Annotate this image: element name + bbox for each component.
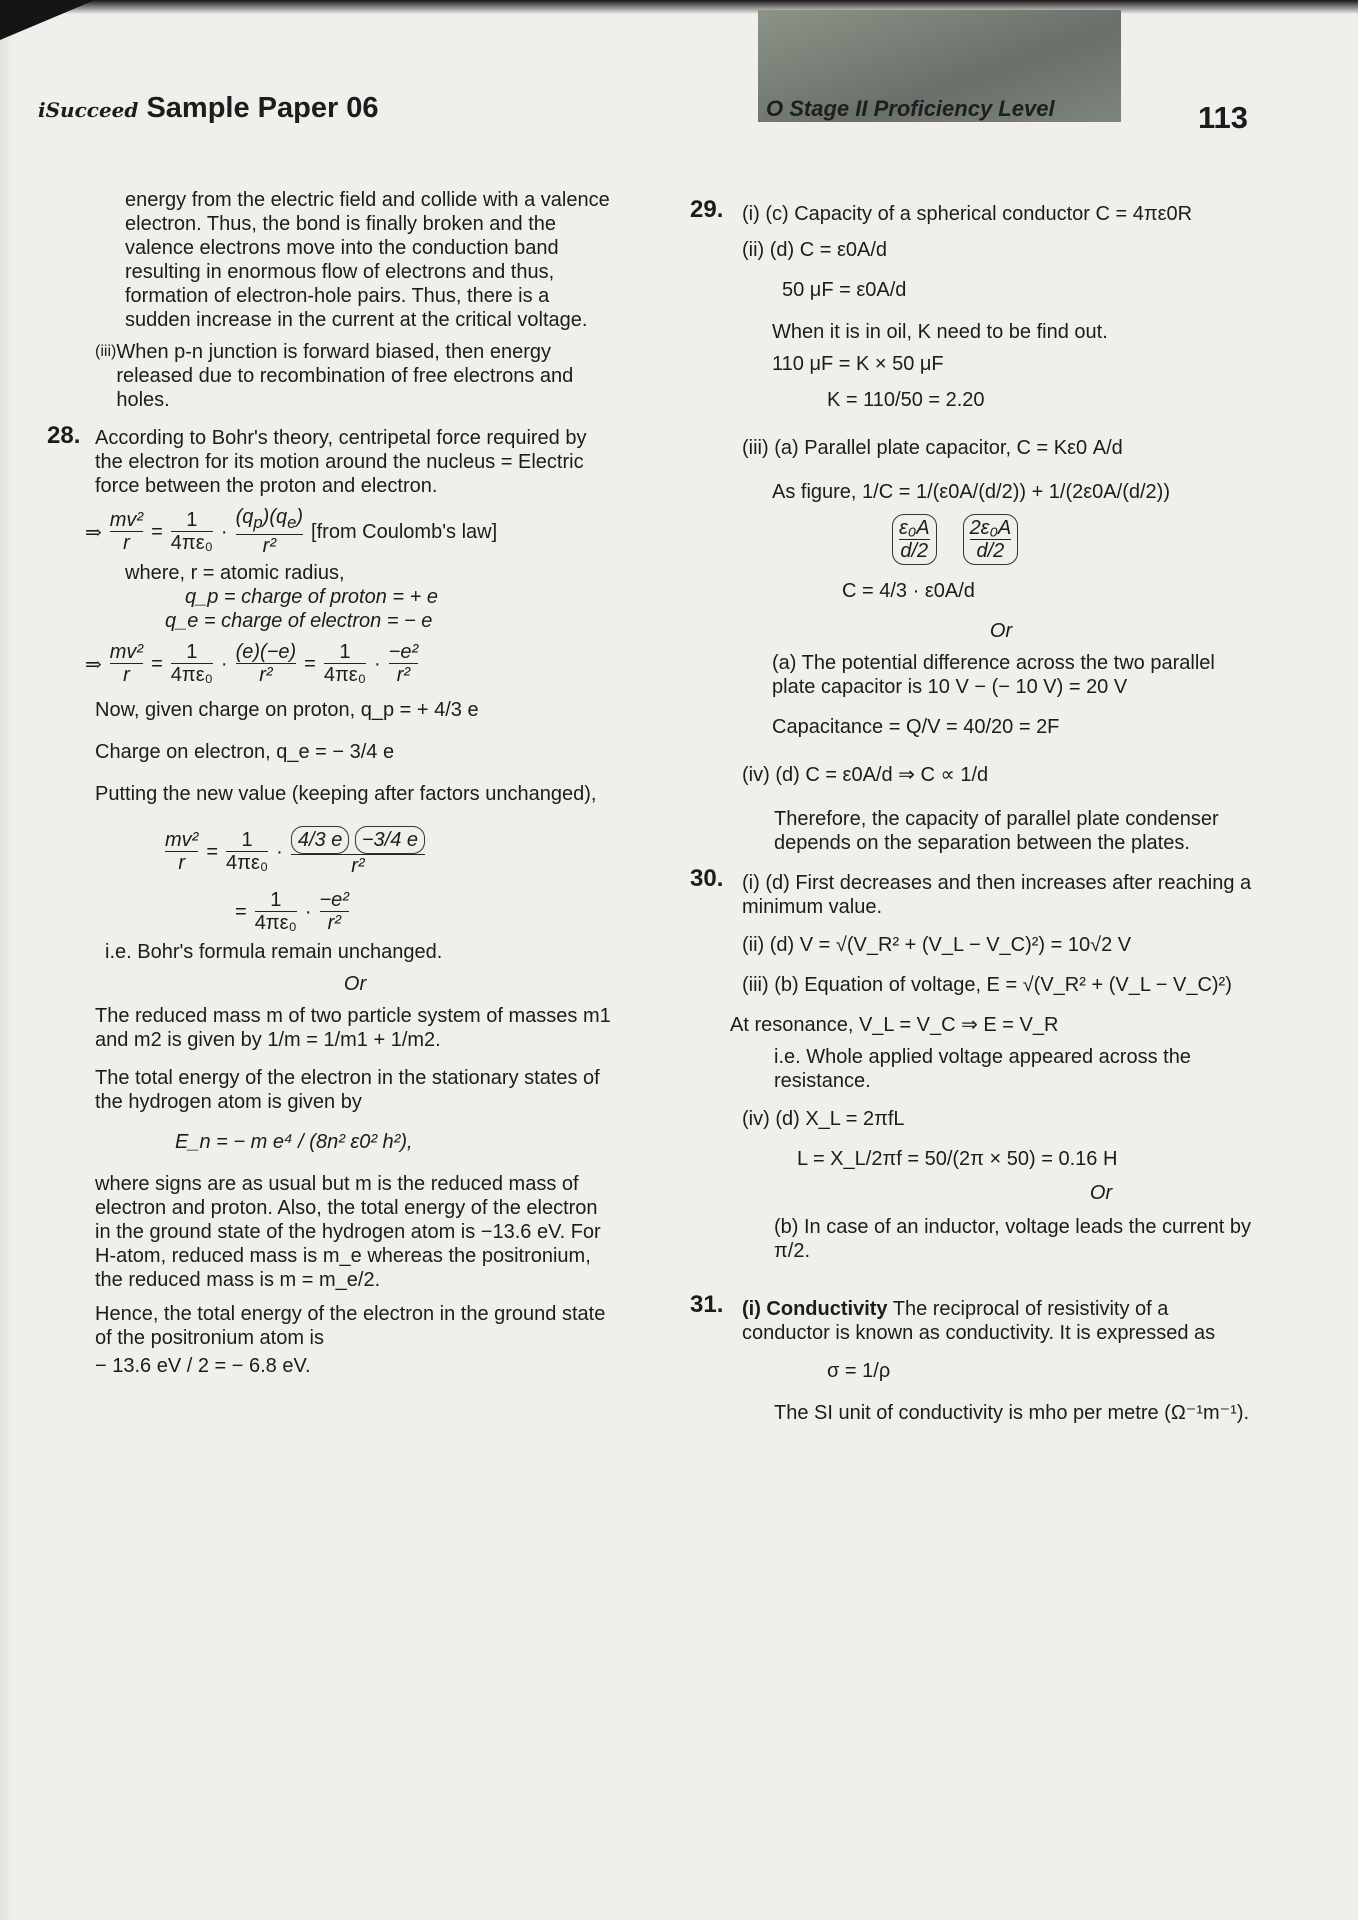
q29-figure-terms: $\frac{\text{ε₀A}}{d/2}$ $\frac{\text{2ε₀A}}{d/2}$ xyxy=(892,514,1260,565)
q29-k-value: K = 110/50 = 2.20 xyxy=(827,389,985,411)
q30-resonance: At resonance, V_L = V_C ⇒ E = V_R xyxy=(730,1014,1059,1036)
eq1-const: $\frac{1}{\text{4πε₀}}$ xyxy=(170,509,213,554)
q30-part-iii: (iii) (b) Equation of voltage, E = √(V_R² + (V_L − V_C)²) xyxy=(742,974,1232,996)
q30-part-i: (i) (d) First decreases and then increases after reaching a minimum value. xyxy=(742,872,1252,918)
left-column xyxy=(47,188,615,1378)
q30-inductor-lead: (b) In case of an inductor, voltage leads the current by π/2. xyxy=(774,1216,1251,1262)
page-edge-shadow xyxy=(0,0,14,1920)
implies-symbol: ⇒ xyxy=(85,519,102,544)
q29-part-ii: (ii) (d) C = ε0A/d xyxy=(742,239,888,261)
eq1-lhs: $\frac{\text{mv²}}{r}$ xyxy=(109,509,144,554)
item-iii-text: When p-n junction is forward biased, then energy released due to recombination of free electrons and holes. xyxy=(116,341,574,411)
given-qe: Charge on electron, q_e = − 3/4 e xyxy=(95,741,395,763)
q29-oil: When it is in oil, K need to be find out. xyxy=(772,321,1108,343)
q30-number: 30. xyxy=(690,865,724,892)
or-separator-29: Or xyxy=(989,620,1013,642)
question-31 xyxy=(690,1291,1260,1425)
q30-whole-voltage: i.e. Whole applied voltage appeared across the resistance. xyxy=(774,1046,1191,1092)
q29-part-iv: (iv) (d) C = ε0A/d ⇒ C ∝ 1/d xyxy=(742,764,989,786)
q29-110uf: 110 μF = K × 50 μF xyxy=(772,353,944,375)
q29-capacitance: Capacitance = Q/V = 40/20 = 2F xyxy=(772,716,1060,738)
q29-number: 29. xyxy=(690,196,724,223)
q28-equation-2: ⇒ $\frac{\text{mv²}}{r}$ = $\frac{1}{\text{4πε₀}}$ · $\frac{(e)(-e)}{\text{r²}}$ = $\frac{1}{\text{4πε₀}}$ · $\frac{\text{−e²}}{\text{r²}}$ xyxy=(85,641,419,686)
brand-header xyxy=(38,92,379,125)
brand-prefix: iSucceed xyxy=(38,98,139,122)
or-separator-left: Or xyxy=(343,973,367,995)
q29-as-figure: As figure, 1/C = 1/(ε0A/(d/2)) + 1/(2ε0A/(d/2)) xyxy=(772,481,1170,503)
continued-paragraph: energy from the electric field and collide with a valence electron. Thus, the bond is finally broken and the valence electrons move into the conduction band resulting in enormous flow of electrons and thus, formation of electron-hole pairs. Thus, there is a sudden increase in the current at the critical voltage. xyxy=(125,189,610,331)
or-separator-30: Or xyxy=(1089,1182,1113,1204)
eq1-note: [from Coulomb's law] xyxy=(311,520,498,543)
q28-number: 28. xyxy=(47,422,81,449)
brand-title: Sample Paper 06 xyxy=(146,92,379,124)
q28-equation-1: ⇒ $\frac{\text{mv²}}{r}$ = $\frac{1}{\text{4πε₀}}$ · $\frac{(q_p)(q_e)}{\text{r²}}$ [from Coulomb's law] xyxy=(85,506,498,557)
right-column xyxy=(690,196,1260,1425)
given-qp: Now, given charge on proton, q_p = + 4/3 e xyxy=(95,699,479,721)
hence-ground-state: Hence, the total energy of the electron in the ground state of the positronium atom is xyxy=(95,1303,606,1349)
q29-therefore: Therefore, the capacity of parallel plate condenser depends on the separation between the plates. xyxy=(774,808,1219,854)
putting-new-value: Putting the new value (keeping after factors unchanged), xyxy=(95,783,597,805)
question-28 xyxy=(47,422,615,1378)
bohr-unchanged: i.e. Bohr's formula remain unchanged. xyxy=(105,941,443,963)
q28-equation-3: $\frac{\text{mv²}}{r}$ = $\frac{1}{\text{4πε₀}}$ · $\frac{4/3 e -3/4 e}{\text{r²}}$ xyxy=(165,826,615,877)
q31-number: 31. xyxy=(690,1291,724,1318)
item-iii xyxy=(95,340,615,412)
q29-c-result: C = 4/3 · ε0A/d xyxy=(842,580,975,602)
q29-part-i: (i) (c) Capacity of a spherical conductor C = 4πε0R xyxy=(742,203,1193,225)
q31-si-unit: The SI unit of conductivity is mho per metre (Ω⁻¹m⁻¹). xyxy=(774,1402,1250,1424)
top-border xyxy=(0,0,1358,14)
final-result: − 13.6 eV / 2 = − 6.8 eV. xyxy=(95,1355,311,1377)
stage-label: O Stage II Proficiency Level xyxy=(766,96,1055,121)
q28-intro: According to Bohr's theory, centripetal force required by the electron for its motion around the nucleus = Electric force between the proton and electron. xyxy=(95,427,587,497)
q31-text: The reciprocal of resistivity of a conductor is known as conductivity. It is expressed as xyxy=(742,1298,1216,1344)
question-29 xyxy=(690,196,1260,855)
q30-inductance: L = X_L/2πf = 50/(2π × 50) = 0.16 H xyxy=(797,1148,1118,1170)
corner-fold xyxy=(0,0,95,40)
q30-part-ii: (ii) (d) V = √(V_R² + (V_L − V_C)²) = 10√2 V xyxy=(742,934,1132,956)
eq1-charges: $\frac{(q_p)(q_e)}{\text{r²}}$ xyxy=(235,506,304,557)
where-r: where, r = atomic radius, xyxy=(125,562,345,584)
q31-sigma: σ = 1/ρ xyxy=(827,1360,891,1382)
reduced-mass: The reduced mass m of two particle system of masses m1 and m2 is given by 1/m = 1/m1 + 1/m2. xyxy=(95,1005,611,1051)
q29-potential-difference: (a) The potential difference across the two parallel plate capacitor is 10 V − (− 10 V) = 20 V xyxy=(772,652,1215,698)
item-iii-label: (iii) xyxy=(95,343,117,360)
total-energy-intro: The total energy of the electron in the stationary states of the hydrogen atom is given by xyxy=(95,1067,600,1113)
q31-heading: (i) Conductivity xyxy=(742,1298,888,1320)
q29-50uf: 50 μF = ε0A/d xyxy=(782,279,907,301)
qe-definition: q_e = charge of electron = − e xyxy=(165,610,433,632)
q29-part-iii: (iii) (a) Parallel plate capacitor, C = Kε0 A/d xyxy=(742,437,1123,459)
q28-equation-4: = $\frac{1}{\text{4πε₀}}$ · $\frac{\text{−e²}}{\text{r²}}$ xyxy=(235,889,349,934)
en-formula: E_n = − m e⁴ / (8n² ε0² h²), xyxy=(175,1131,413,1153)
page-number: 113 xyxy=(1198,100,1249,135)
question-30 xyxy=(690,865,1260,1263)
q30-part-iv: (iv) (d) X_L = 2πfL xyxy=(742,1108,905,1130)
where-signs: where signs are as usual but m is the reduced mass of electron and proton. Also, the total energy of the electron in the ground state of the hydrogen atom is −13.6 eV. For H-atom, reduced mass is m_e whereas the positronium, the reduced mass is m = m_e/2. xyxy=(95,1173,601,1291)
qp-definition: q_p = charge of proton = + e xyxy=(185,586,438,608)
